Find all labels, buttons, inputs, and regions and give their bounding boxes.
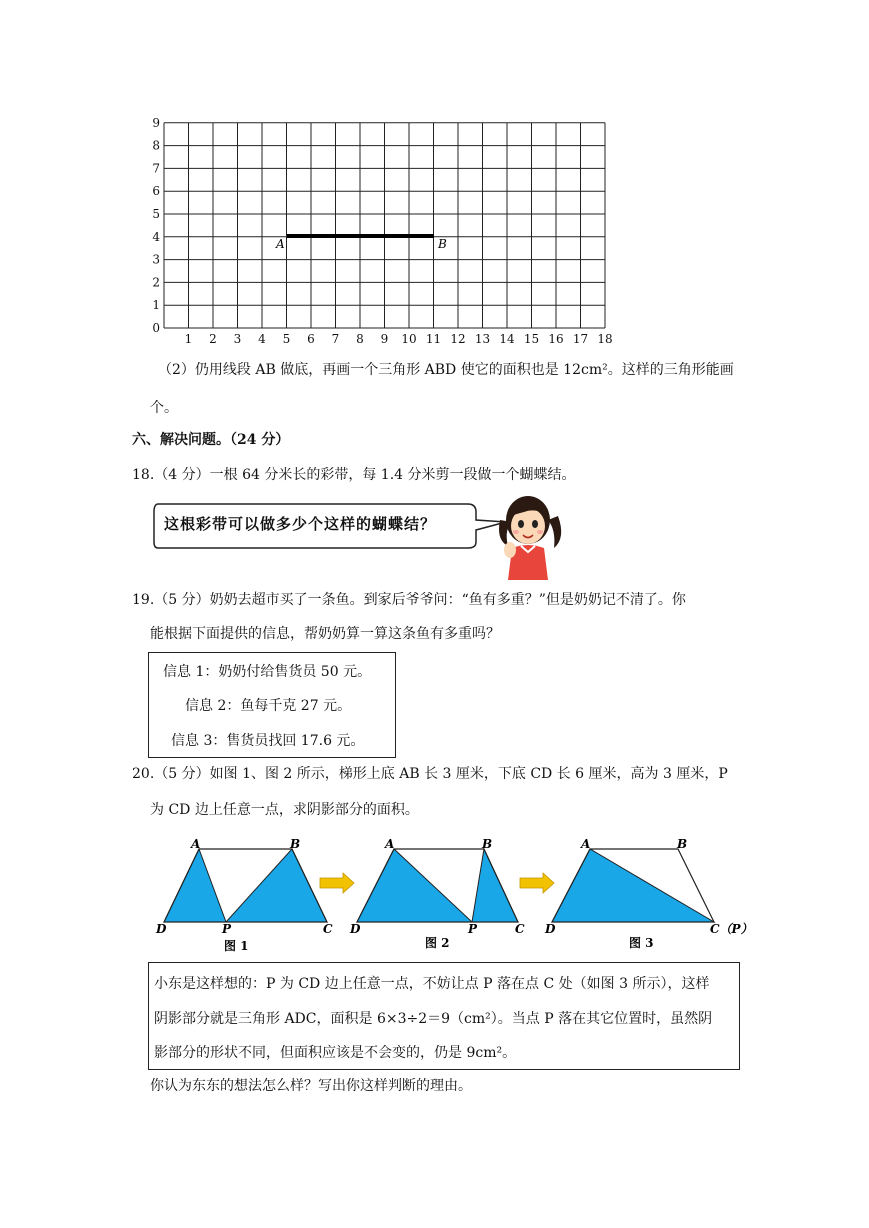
y-tick-label: 1 [152, 298, 160, 313]
arrow-icon [320, 873, 354, 893]
x-tick-label: 8 [356, 332, 364, 346]
y-tick-label: 0 [152, 321, 160, 335]
speech-bubble-text: 这根彩带可以做多少个这样的蝴蝶结？ [164, 515, 437, 533]
x-tick-label: 15 [523, 332, 540, 346]
reasoning-box [148, 962, 740, 1070]
fig1-vertex-c: C [323, 922, 333, 936]
x-tick-label: 16 [548, 332, 564, 346]
info-line-2: 信息 2：鱼每千克 27 元。 [185, 698, 352, 714]
x-tick-label: 9 [380, 332, 389, 346]
x-tick-label: 1 [184, 332, 193, 346]
info-box [148, 652, 396, 758]
x-tick-label: 12 [450, 332, 466, 346]
fig3-vertex-d: D [545, 922, 556, 936]
q17-part2-line2: 个。 [150, 400, 178, 416]
x-tick-label: 4 [258, 332, 266, 346]
fig2-vertex-a: A [385, 837, 395, 851]
fig2-vertex-c: C [515, 922, 525, 936]
y-tick-label: 6 [152, 184, 160, 199]
figure-2 [349, 837, 525, 950]
info-line-1: 信息 1：奶奶付给售货员 50 元。 [163, 664, 372, 680]
fig3-vertex-b: B [677, 837, 688, 851]
x-tick-label: 18 [597, 332, 613, 346]
reasoning-line-3: 影部分的形状不同，但面积应该是不会变的，仍是 9cm²。 [154, 1045, 517, 1061]
trapezoid-figures [150, 832, 770, 957]
fig1-label: 图 1 [224, 939, 249, 953]
figure-1 [155, 837, 333, 953]
q19-line2: 能根据下面提供的信息，帮奶奶算一算这条鱼有多重吗？ [150, 626, 500, 642]
fig2-vertex-d: D [350, 922, 361, 936]
fig3-vertex-a: A [581, 837, 591, 851]
reasoning-line-1: 小东是这样想的：P 为 CD 边上任意一点，不妨让点 P 落在点 C 处（如图 3 所示），这样 [154, 976, 710, 992]
x-tick-label: 7 [331, 332, 340, 346]
x-tick-label: 2 [209, 332, 217, 346]
reasoning-line-2: 阴影部分就是三角形 ADC，面积是 6×3÷2＝9（cm²）。当点 P 落在其它位置时，虽然阴 [154, 1011, 713, 1027]
y-tick-label: 2 [152, 275, 160, 290]
y-tick-label: 9 [152, 115, 160, 130]
x-tick-label: 17 [572, 332, 589, 346]
fig3-label: 图 3 [629, 936, 654, 950]
x-tick-label: 6 [307, 332, 315, 346]
q17-part2-line1: （2）仍用线段 AB 做底，再画一个三角形 ABD 使它的面积也是 12cm²。这样的三角形能画 [158, 362, 734, 378]
info-line-3: 信息 3：售货员找回 17.6 元。 [171, 733, 365, 749]
figure-3 [544, 837, 753, 950]
q20-line1: 20.（5 分）如图 1、图 2 所示，梯形上底 AB 长 3 厘米，下底 CD 长 6 厘米，高为 3 厘米，P [132, 766, 728, 782]
x-tick-label: 13 [474, 332, 491, 346]
fig1-vertex-b: B [290, 837, 301, 851]
fig2-vertex-b: B [482, 837, 493, 851]
q19-line1: 19.（5 分）奶奶去超市买了一条鱼。到家后爷爷问：“鱼有多重？”但是奶奶记不清了。你 [132, 592, 686, 608]
girl-illustration [494, 490, 566, 582]
point-a-label: A [276, 237, 285, 251]
arrow-icon [520, 873, 554, 893]
y-tick-label: 3 [152, 252, 160, 267]
fig2-label: 图 2 [425, 936, 450, 950]
y-tick-label: 5 [152, 207, 160, 221]
y-tick-label: 8 [152, 138, 160, 153]
fig1-vertex-d: D [156, 922, 167, 936]
y-tick-label: 7 [152, 161, 160, 176]
x-tick-label: 5 [282, 332, 291, 346]
q20-line2: 为 CD 边上任意一点，求阴影部分的面积。 [150, 802, 419, 818]
fig1-vertex-a: A [191, 837, 201, 851]
x-tick-label: 11 [425, 332, 442, 346]
q20-question: 你认为东东的想法怎么样？写出你这样判断的理由。 [150, 1078, 472, 1094]
x-tick-label: 10 [401, 332, 417, 346]
y-tick-label: 4 [152, 229, 160, 244]
fig3-vertex-cp: C（P） [710, 922, 753, 936]
point-b-label: B [438, 237, 447, 251]
fig2-vertex-p: P [468, 922, 478, 936]
x-tick-label: 14 [499, 332, 515, 346]
section-heading: 六、解决问题。（24 分） [132, 432, 290, 448]
q18-text: 18.（4 分）一根 64 分米长的彩带，每 1.4 分米剪一段做一个蝴蝶结。 [132, 467, 576, 483]
x-tick-label: 3 [233, 332, 242, 346]
coordinate-grid [140, 108, 620, 348]
fig1-vertex-p: P [222, 922, 232, 936]
